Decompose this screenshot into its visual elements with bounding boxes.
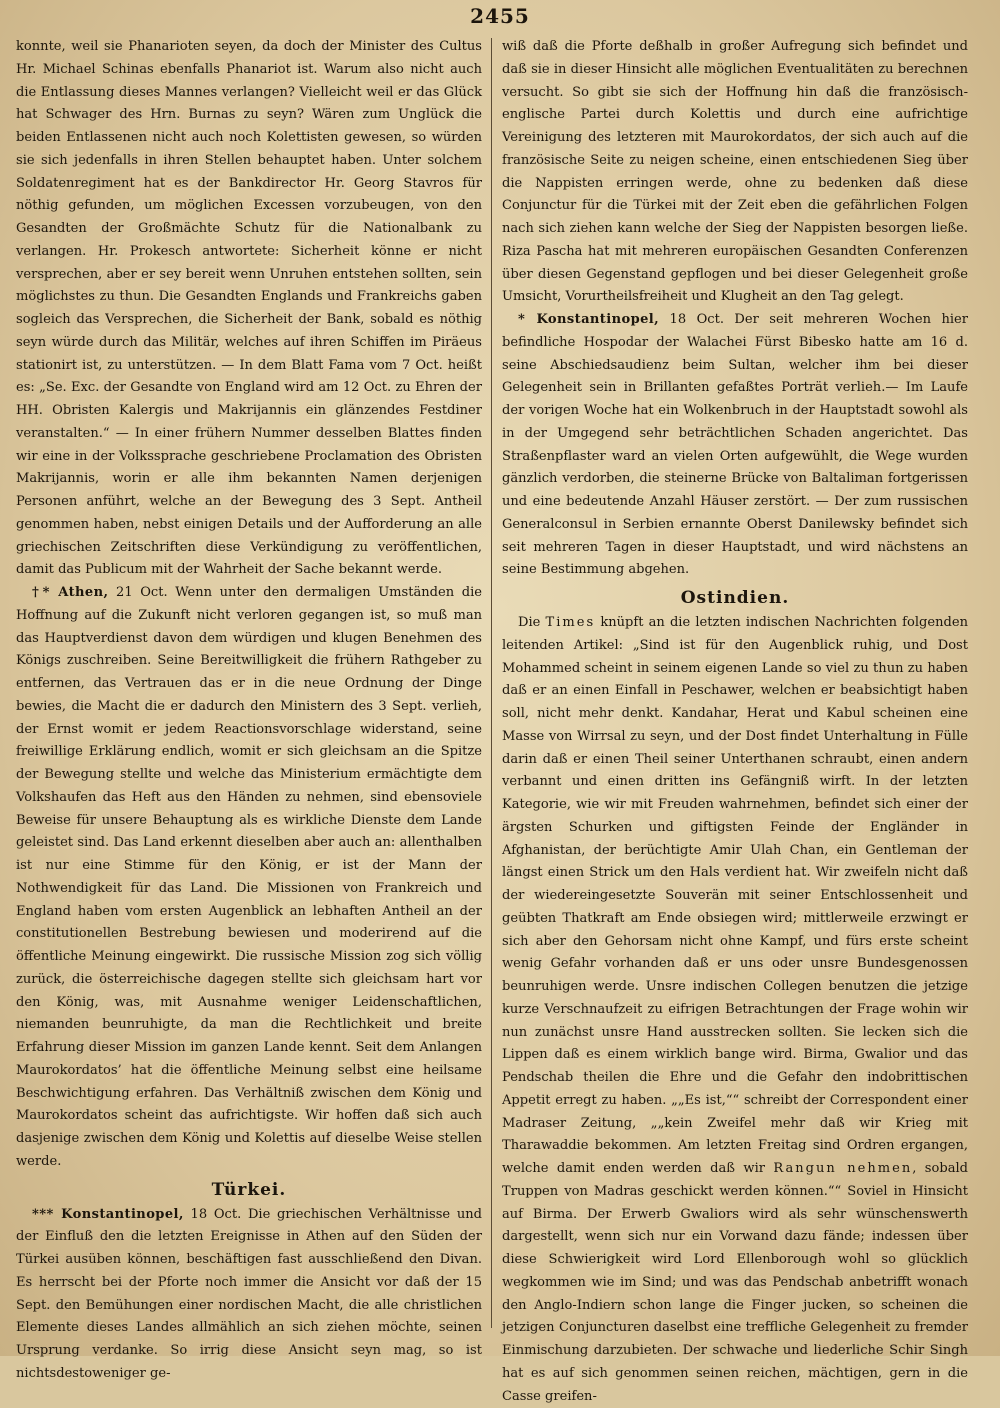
article-konstantinopel-1-text: 18 Oct. Die griechischen Verhältnisse und der Einfluß den die letzten Ereignisse in Athen auf den Süden der Türkei ausüben können, beschäftigen fast ausschließend den Divan. Es herrscht bei der Pforte noch immer die Ansicht vor daß der 15 Sept. den Bemühungen einer nordischen Macht, die alle christlichen Elemente dieses Landes allmählich an sich ziehen möchte, seinen Ursprung verdanke. So irrig diese Ansicht seyn mag, so ist nichtsdestoweniger ge- (16, 1206, 482, 1381)
dateline-athen: †* Athen, (32, 585, 109, 600)
left-column (16, 36, 482, 1381)
right-column (502, 36, 968, 1404)
dateline-konstantinopel-2: * Konstantinopel, (518, 312, 660, 327)
article-ostindien-text: knüpft an die letzten indischen Nachrichten folgenden leitenden Artikel: „Sind ist für den Augenblick ruhig, und Dost Mohammed scheint in seinem eigenen Lande so viel zu thun zu haben daß er an einen Einfall in Peschawer, welchen er beabsichtigt haben soll, nicht mehr denkt. Kandahar, Herat und Kabul scheinen eine Masse von Wirrsal zu seyn, und der Dost findet Unterhaltung in Fülle darin daß er einen Theil seiner Unterthanen schraubt, einen andern verbannt und einen dritten ins Gefängniß wirft. In der letzten Kategorie, wie wir mit Freuden wahrnehmen, befindet sich einer der ärgsten Schurken und giftigsten Feinde der Engländer in Afghanistan, der berüchtigte Amir Ulah Chan, ein Gentleman der längst einen Strick um den Hals verdient hat. Wir zweifeln nicht daß der wiedereingesetzte Souverän mit seiner Entschlossenheit und geübten Thatkraft am Ende obsiegen wird; mittlerweile erzwingt er sich aber den Gehorsam nicht ohne Kampf, und fürs erste scheint wenig Gefahr vorhanden daß er uns oder unsre Bundesgenossen beunruhigen werde. Unsre indischen Collegen benutzen die jetzige kurze Verschnaufzeit zu eifrigen Betrachtungen der Frage wohin wir nun zunächst unsre Hand ausstrecken sollten. Sie lecken sich die Lippen daß es einem wirklich bange wird. Birma, Gwalior und das Pendschab theilen die Ehre und die Gefahr den indobrittischen Appetit erregt zu haben. „„Es ist,““ schreibt der Correspondent einer Madraser Zeitung, „„kein Zweifel mehr daß wir Krieg mit Tharawaddie bekommen. Am letzten Freitag sind Ordren ergangen, welche damit enden werden daß wir (502, 615, 968, 1176)
column-divider (491, 38, 492, 1328)
section-heading-turkei: Türkei. (211, 1179, 287, 1200)
article-ostindien-lead: Die (518, 615, 546, 630)
article-athens-continued: konnte, weil sie Phanarioten seyen, da doch der Minister des Cultus Hr. Michael Schinas ebenfalls Phanariot ist. Warum also nicht auch die Entlassung dieses Mannes verlangen? Vielleicht weil er das Glück hat Schwager des Hrn. Burnas zu seyn? Wären zum Unglück die beiden Entlassenen nicht auch noch Kolettisten gewesen, so würden sie sich jedenfalls in ihren Stellen behauptet haben. Unter solchem Soldatenregiment hat es der Bankdirector Hr. Georg Stavros für nöthig gefunden, um möglichen Excessen vorzubeugen, von den Gesandten der Großmächte Schutz für die Nationalbank zu verlangen. Hr. Prokesch antwortete: Sicherheit könne er nicht versprechen, aber er sey bereit wenn Unruhen entstehen sollten, sein möglichstes zu thun. Die Gesandten Englands und Frankreichs gaben sogleich das Versprechen, die Sicherheit der Bank, sobald es nöthig seyn würde durch das Militär, welches auf ihren Schiffen im Piräeus stationirt ist, zu unterstützen. — In dem Blatt Fama vom 7 Oct. heißt es: „Se. Exc. der Gesandte von England wird am 12 Oct. zu Ehren der HH. Obristen Kalergis und Makrijannis ein glänzendes Festdiner veranstalten.“ — In einer frühern Nummer desselben Blattes finden wir eine in der Volkssprache geschriebene Proclamation des Obristen Makrijannis, worin er alle ihm bekannten Namen derjenigen Personen anführt, welche an der Bewegung des 3 Sept. Antheil genommen haben, nebst einigen Details und der Aufforderung an alle griechischen Zeitschriften diese Verkündigung zu veröffentlichen, damit das Publicum mit der Wahrheit der Sache bekannt werde. (16, 39, 482, 578)
article-athens-21-oct (16, 582, 482, 1174)
article-athens-21-oct-text: 21 Oct. Wenn unter den dermaligen Umständen die Hoffnung auf die Zukunft nicht verloren gegangen ist, so muß man das Hauptverdienst davon dem würdigen und klugen Benehmen des Königs zuschreiben. Seine Bereitwilligkeit die frühern Rathgeber zu entfernen, das Vertrauen das er in die neue Ordnung der Dinge bewies, die Macht die er dadurch den Ministern des 3 Sept. verlieh, der Ernst womit er jedem Reactionsvorschlage widerstand, seine freiwillige Erklärung endlich, womit er sich gleichsam an die Spitze der Bewegung stellte und welche das Ministerium ermächtigte dem Volkshaufen das Heft aus den Händen zu nehmen, sind ebensoviele Beweise für unsere Behauptung als es wirkliche Dienste dem Lande geleistet sind. Das Land erkennt dieselben aber auch an: allenthalben ist nur eine Stimme für den König, er ist der Mann der Nothwendigkeit für das Land. Die Missionen von Frankreich und England haben vom ersten Augenblick an lebhaften Antheil an der constitutionellen Bestrebung bewiesen und moderirend auf die öffentliche Meinung eingewirkt. Die russische Mission zog sich völlig zurück, die österreichische dagegen stellte sich gleichsam hart vor den König, was, mit Ausnahme weniger Leidenschaftlichen, niemanden beunruhigte, da man die Rechtlichkeit und breite Erfahrung dieser Mission im ganzen Lande kennt. Seit dem Anlangen Maurokordatos’ hat die öffentliche Meinung selbst eine heilsame Beschwichtigung erfahren. Das Verhältniß zwischen dem König und Maurokordatos scheint das aufrichtigste. Wir hoffen daß sich auch dasjenige zwischen dem König und Kolettis auf dieselbe Weise stellen werde. (16, 585, 482, 1169)
page-number: 2455 (470, 4, 530, 28)
article-ostindien-end: , sobald Truppen von Madras geschickt werden können.““ Soviel in Hinsicht auf Birma. Der Erwerb Gwaliors wird als sehr wünschenswerth dargestellt, wenn sich nur ein Vorwand dazu fände; indessen über diese Schwierigkeit wird Lord Ellenborough wohl so glücklich wegkommen wie im Sind; und was das Pendschab anbetrifft wonach den Anglo-Indiern schon lange die Finger jucken, so scheinen die jetzigen Conjuncturen daselbst eine treffliche Gelegenheit zu fremder Einmischung darzubieten. Der schwache und liederliche Schir Singh hat es auf sich genommen seinen reichen, mächtigen, gern in die Casse greifen- (502, 1161, 968, 1404)
article-ostindien (502, 612, 968, 1408)
article-konstantinopel-1-continued: wiß daß die Pforte deßhalb in großer Aufregung sich befindet und daß sie in dieser Hinsicht alle möglichen Eventualitäten zu berechnen versucht. So gibt sie sich der Hoffnung hin daß die französisch-englische Partei durch Kolettis und durch eine aufrichtige Vereinigung des letzteren mit Maurokordatos, der sich auch auf die französische Seite zu neigen scheine, einen entschiedenen Sieg über die Nappisten erringen werde, ohne zu bedenken daß diese Conjunctur für die Türkei mit der Zeit eben die gefährlichen Folgen nach sich ziehen kann welche der Sieg der Nappisten besorgen ließe. Riza Pascha hat mit mehreren europäischen Gesandten Conferenzen über diesen Gegenstand gepflogen und bei dieser Gelegenheit große Umsicht, Vorurtheilsfreiheit und Klugheit an den Tag gelegt. (502, 39, 968, 305)
dateline-konstantinopel-1: *** Konstantinopel, (32, 1206, 184, 1222)
article-konstantinopel-2-text: 18 Oct. Der seit mehreren Wochen hier befindliche Hospodar der Walachei Fürst Bibesko hatte am 16 d. seine Abschiedsaudienz beim Sultan, welcher ihm bei dieser Gelegenheit sein in Brillanten gefaßtes Porträt verlieh.— Im Laufe der vorigen Woche hat ein Wolkenbruch in der Hauptstadt sowohl als in der Umgegend sehr beträchtlichen Schaden angerichtet. Das Straßenpflaster ward an vielen Orten aufgewühlt, die Wege wurden gänzlich verdorben, die steinerne Brücke von Baltaliman fortgerissen und eine bedeutende Anzahl Häuser zerstört. — Der zum russischen Generalconsul in Serbien ernannte Oberst Danilewsky befindet sich seit mehreren Tagen in dieser Hauptstadt, und wird nächstens an seine Bestimmung abgehen. (502, 312, 968, 578)
section-heading-ostindien: Ostindien. (680, 588, 790, 608)
rangun-emphasis: Rangun nehmen (773, 1161, 913, 1176)
times-name: Times (545, 615, 596, 630)
article-konstantinopel-2 (502, 309, 968, 582)
article-konstantinopel-1 (16, 1204, 482, 1386)
